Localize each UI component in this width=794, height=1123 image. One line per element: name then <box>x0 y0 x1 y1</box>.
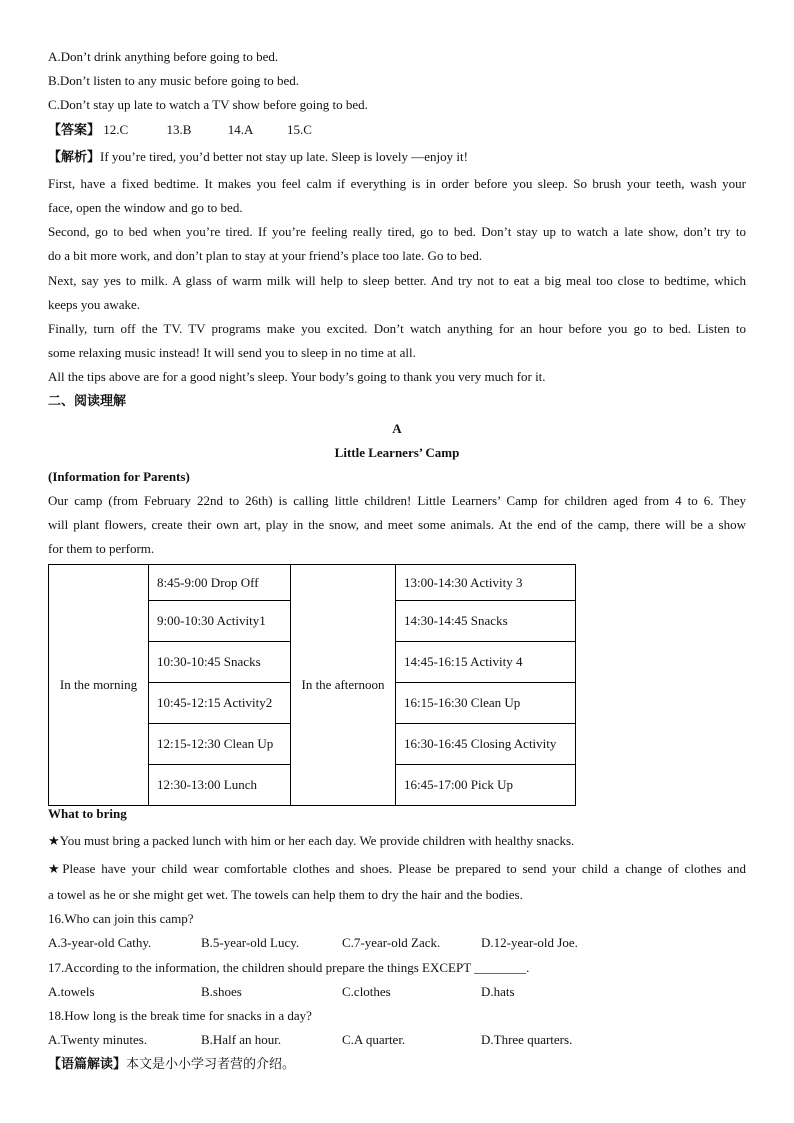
question-stem: 16.Who can join this camp? <box>48 911 194 926</box>
question-options <box>48 935 746 951</box>
prev-option-c: C.Don’t stay up late to watch a TV show before going to bed. <box>48 97 368 112</box>
answer-line <box>48 122 312 139</box>
option: D.12-year-old Joe. <box>481 935 578 950</box>
analysis-line: First, have a fixed bedtime. It makes you feel calm if everything is in order before you sleep. So brush your teeth, wash your <box>48 176 746 191</box>
reading-note <box>48 1057 295 1073</box>
afternoon-slot: 16:15-16:30 Clean Up <box>396 683 576 724</box>
analysis-line: Next, say yes to milk. A glass of warm milk will help to sleep better. And try not to eat a big meal too close to bedtime, which <box>48 273 746 288</box>
analysis-line: some relaxing music instead! It will send you to sleep in no time at all. <box>48 345 416 360</box>
morning-label: In the morning <box>49 565 149 806</box>
question-options <box>48 984 746 1000</box>
option: A.towels <box>48 984 95 999</box>
question-options <box>48 1032 746 1048</box>
option: D.hats <box>481 984 515 999</box>
passage-letter: A <box>392 421 402 436</box>
prev-option-a: A.Don’t drink anything before going to bed. <box>48 49 279 64</box>
option: B.5-year-old Lucy. <box>201 935 300 950</box>
afternoon-slot: 14:30-14:45 Snacks <box>396 601 576 642</box>
section-title: 二、阅读理解 <box>48 394 127 409</box>
analysis-line: All the tips above are for a good night’s sleep. Your body’s going to thank you very much for it. <box>48 369 546 384</box>
option: D.Three quarters. <box>481 1032 573 1047</box>
option: C.7-year-old Zack. <box>342 935 441 950</box>
bring-line: ★You must bring a packed lunch with him or her each day. We provide children with healthy snacks. <box>48 833 575 848</box>
answer-item: 13.B <box>166 122 192 137</box>
passage-title: Little Learners’ Camp <box>334 445 460 460</box>
option: C.A quarter. <box>342 1032 406 1047</box>
intro-line: Our camp (from February 22nd to 26th) is calling little children! Little Learners’ Camp for children aged from 4 to 6. They <box>48 493 746 508</box>
analysis-line: do a bit more work, and don’t plan to stay at your friend’s place too late. Go to bed. <box>48 248 483 263</box>
answer-label: 【答案】 <box>48 123 101 138</box>
option: B.shoes <box>201 984 242 999</box>
answer-item: 12.C <box>103 122 129 137</box>
afternoon-slot: 14:45-16:15 Activity 4 <box>396 642 576 683</box>
afternoon-slot: 13:00-14:30 Activity 3 <box>396 565 576 601</box>
afternoon-label: In the afternoon <box>291 565 396 806</box>
answer-item: 15.C <box>287 122 312 137</box>
reading-note-text: 本文是小小学习者营的介绍。 <box>126 1057 296 1072</box>
morning-slot: 8:45-9:00 Drop Off <box>149 565 291 601</box>
morning-slot: 12:15-12:30 Clean Up <box>149 724 291 765</box>
question-stem: 17.According to the information, the children should prepare the things EXCEPT ________. <box>48 960 530 975</box>
reading-note-label: 【语篇解读】 <box>48 1057 127 1072</box>
afternoon-slot: 16:45-17:00 Pick Up <box>396 765 576 806</box>
analysis-line: Second, go to bed when you’re tired. If you’re feeling really tired, go to bed. Don’t stay up to watch a late show, don’t try to <box>48 224 746 239</box>
answer-item: 14.A <box>227 122 254 137</box>
option: B.Half an hour. <box>201 1032 282 1047</box>
option: C.clothes <box>342 984 391 999</box>
morning-slot: 10:30-10:45 Snacks <box>149 642 291 683</box>
analysis-line: keeps you awake. <box>48 297 141 312</box>
passage-subtitle: (Information for Parents) <box>48 469 190 484</box>
intro-line: for them to perform. <box>48 541 155 556</box>
analysis-text: If you’re tired, you’d better not stay up late. Sleep is lovely —enjoy it! <box>100 149 468 164</box>
morning-slot: 12:30-13:00 Lunch <box>149 765 291 806</box>
afternoon-slot: 16:30-16:45 Closing Activity <box>396 724 576 765</box>
bring-line: a towel as he or she might get wet. The towels can help them to dry the hair and the bodies. <box>48 887 523 902</box>
morning-slot: 10:45-12:15 Activity2 <box>149 683 291 724</box>
question-stem: 18.How long is the break time for snacks in a day? <box>48 1008 312 1023</box>
analysis-first-line <box>48 149 468 166</box>
prev-option-b: B.Don’t listen to any music before going to bed. <box>48 73 300 88</box>
analysis-line: face, open the window and go to bed. <box>48 200 243 215</box>
bring-line: ★Please have your child wear comfortable clothes and shoes. Please be prepared to send your child a change of clothes and <box>48 861 746 876</box>
morning-slot: 9:00-10:30 Activity1 <box>149 601 291 642</box>
option: A.3-year-old Cathy. <box>48 935 152 950</box>
schedule-table <box>48 564 576 806</box>
analysis-label: 【解析】 <box>48 150 101 165</box>
analysis-line: Finally, turn off the TV. TV programs make you excited. Don’t watch anything for an hour before you go to bed. Listen to <box>48 321 746 336</box>
intro-line: will plant flowers, create their own art, play in the snow, and meet some animals. At the end of the camp, there will be a show <box>48 517 746 532</box>
option: A.Twenty minutes. <box>48 1032 148 1047</box>
bring-title: What to bring <box>48 806 127 821</box>
